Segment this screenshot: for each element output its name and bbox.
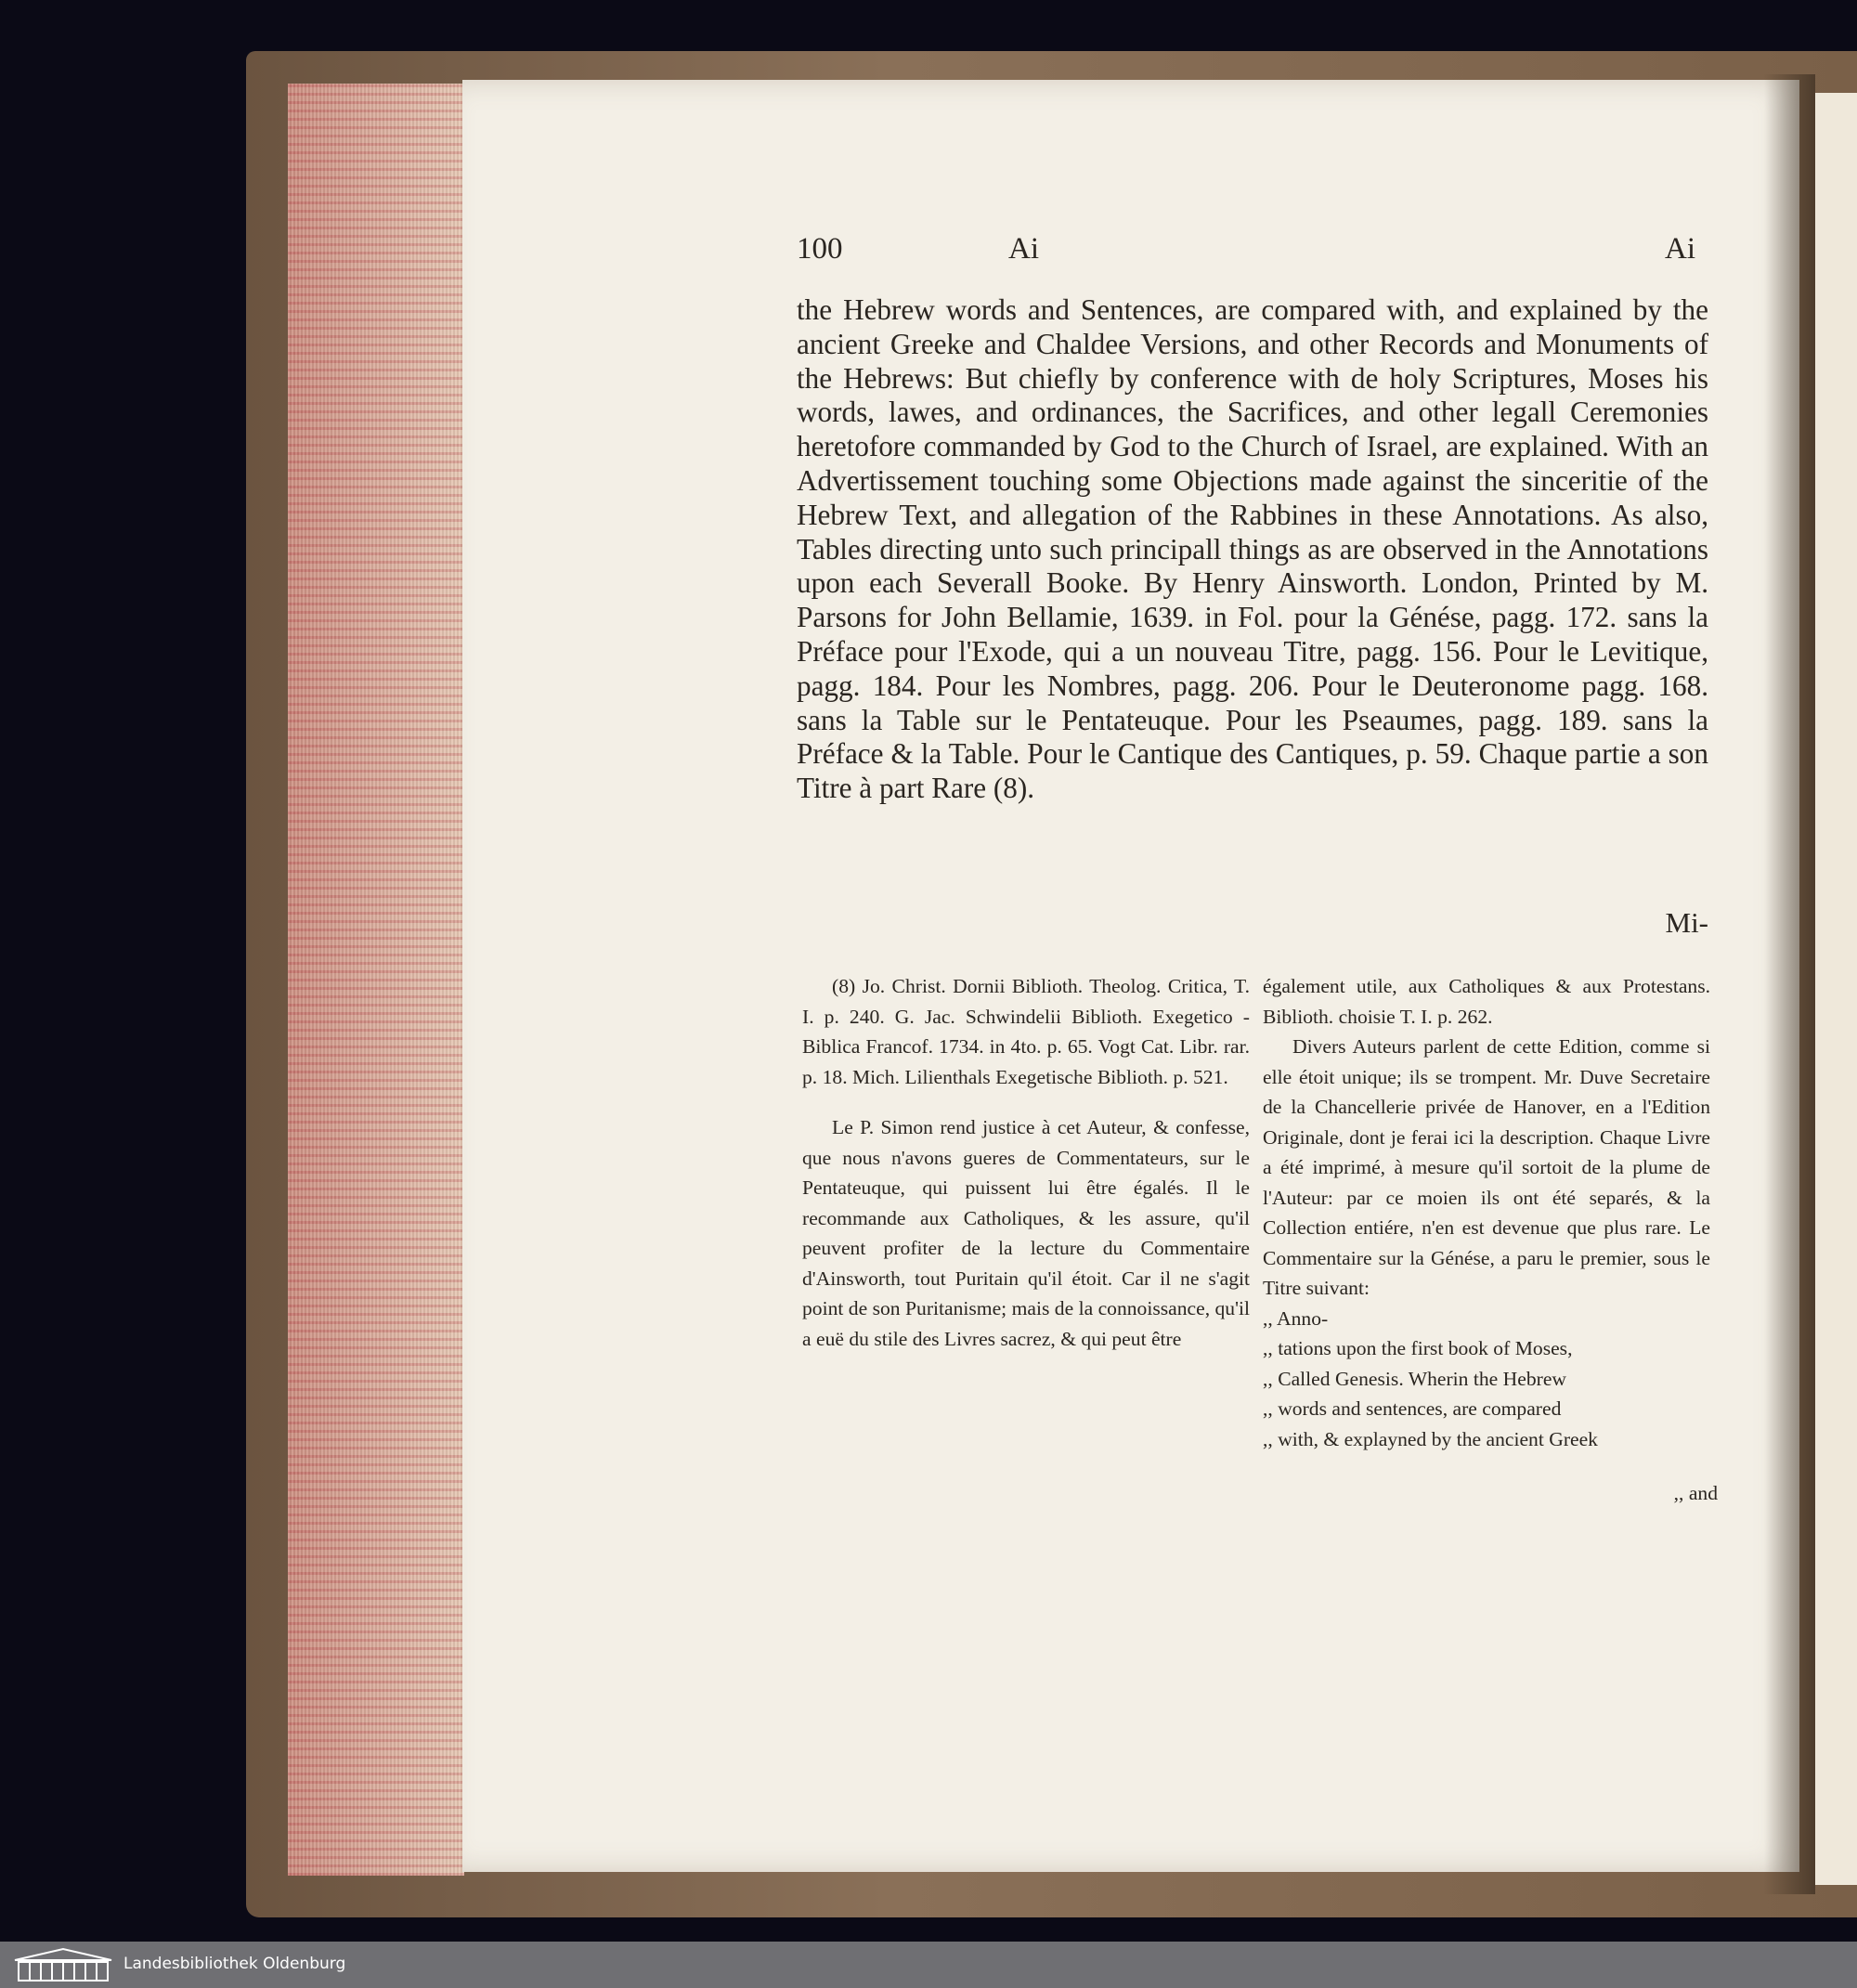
running-head-left: Ai — [1008, 232, 1039, 266]
running-head — [797, 232, 1708, 279]
left-column-paragraph: Le P. Simon rend justice à cet Auteur, & confesse, que nous n'avons gueres de Commentateurs, sur le Pentateuque, qui puissent lui être égalés. Il le recommande aux Catholiques, & les assure, qu'il peuvent profiter de la lecture du Commentaire d'Ainsworth, tout Puritain qu'il étoit. Car il ne s'agit point de son Puritanisme; mais de la connoissance, qu'il a euë du stile des Livres sacrez, & qui peut être — [802, 1116, 1250, 1350]
quote-line: ,, Called Genesis. Wherin the Hebrew — [1263, 1367, 1567, 1390]
page-number: 100 — [797, 232, 843, 266]
quote-line: ,, words and sentences, are compared — [1263, 1397, 1562, 1420]
quote-line: ,, Anno- — [1263, 1306, 1329, 1330]
running-head-right: Ai — [1665, 232, 1695, 266]
gutter-shadow — [1764, 74, 1815, 1894]
catchword: Mi- — [1665, 906, 1708, 939]
library-name: Landesbibliothek Oldenburg — [123, 1955, 346, 1973]
column-catchword: ,, and — [1673, 1482, 1718, 1504]
page-edges — [288, 84, 464, 1876]
main-text-block — [797, 293, 1708, 806]
quote-line: ,, tations upon the first book of Moses, — [1263, 1337, 1573, 1359]
footnote-column-left — [802, 971, 1250, 1354]
right-column-paragraph-1: également utile, aux Catholiques & aux Protestans. Biblioth. choisie T. I. p. 262. — [1263, 975, 1710, 1028]
footer-bar — [0, 1942, 1857, 1988]
quote-line: ,, with, & explayned by the ancient Greek — [1263, 1427, 1598, 1450]
footnote-column-right — [1263, 971, 1710, 1454]
library-building-icon — [13, 1947, 113, 1986]
right-column-paragraph-2: Divers Auteurs parlent de cette Edition, comme si elle étoit unique; ils se trompent. Mr. Duve Secretaire de la Chancellerie privée de Hanover, en a l'Edition Originale, dont je ferai ici la description. Chaque Livre a été imprimé, à mesure qu'il sortoit de la plume de l'Auteur: par ce moien ils ont été separés, & la Collection entiére, n'en est devenue que plus rare. Le Commentaire sur la Génése, a paru le premier, sous le Titre suivant: — [1263, 1035, 1710, 1299]
main-paragraph: the Hebrew words and Sentences, are compared with, and explained by the ancient Greeke and Chaldee Versions, and other Records and Monuments of the Hebrews: But chiefly by conference with de holy Scriptures, Moses his words, lawes, and ordinances, the Sacrifices, and other legall Ceremonies heretofore commanded by God to the Church of Israel, are explained. With an Advertissement touching some Objections made against the sinceritie of the Hebrew Text, and allegation of the Rabbines in these Annotations. As also, Tables directing unto such principall things as are observed in the Annotations upon each Severall Booke. By Henry Ainsworth. London, Printed by M. Parsons for John Bellamie, 1639. in Fol. pour la Génése, pagg. 172. sans la Préface pour l'Exode, qui a un nouveau Titre, pagg. 156. Pour le Levitique, pagg. 184. Pour les Nombres, pagg. 206. Pour le Deuteronome pagg. 168. sans la Table sur le Pentateuque. Pour les Pseaumes, pagg. 189. sans la Préface & la Table. Pour le Cantique des Cantiques, p. 59. Chaque partie a son Titre à part Rare (8). — [797, 293, 1708, 805]
facing-page-edge — [1815, 93, 1857, 1885]
footnote-8: (8) Jo. Christ. Dornii Biblioth. Theolog. Critica, T. I. p. 240. G. Jac. Schwindelii Biblioth. Exegetico - Biblica Francof. 1734. in 4to. p. 65. Vogt Cat. Libr. rar. p. 18. Mich. Lilienthals Exegetische Biblioth. p. 521. — [802, 975, 1250, 1088]
